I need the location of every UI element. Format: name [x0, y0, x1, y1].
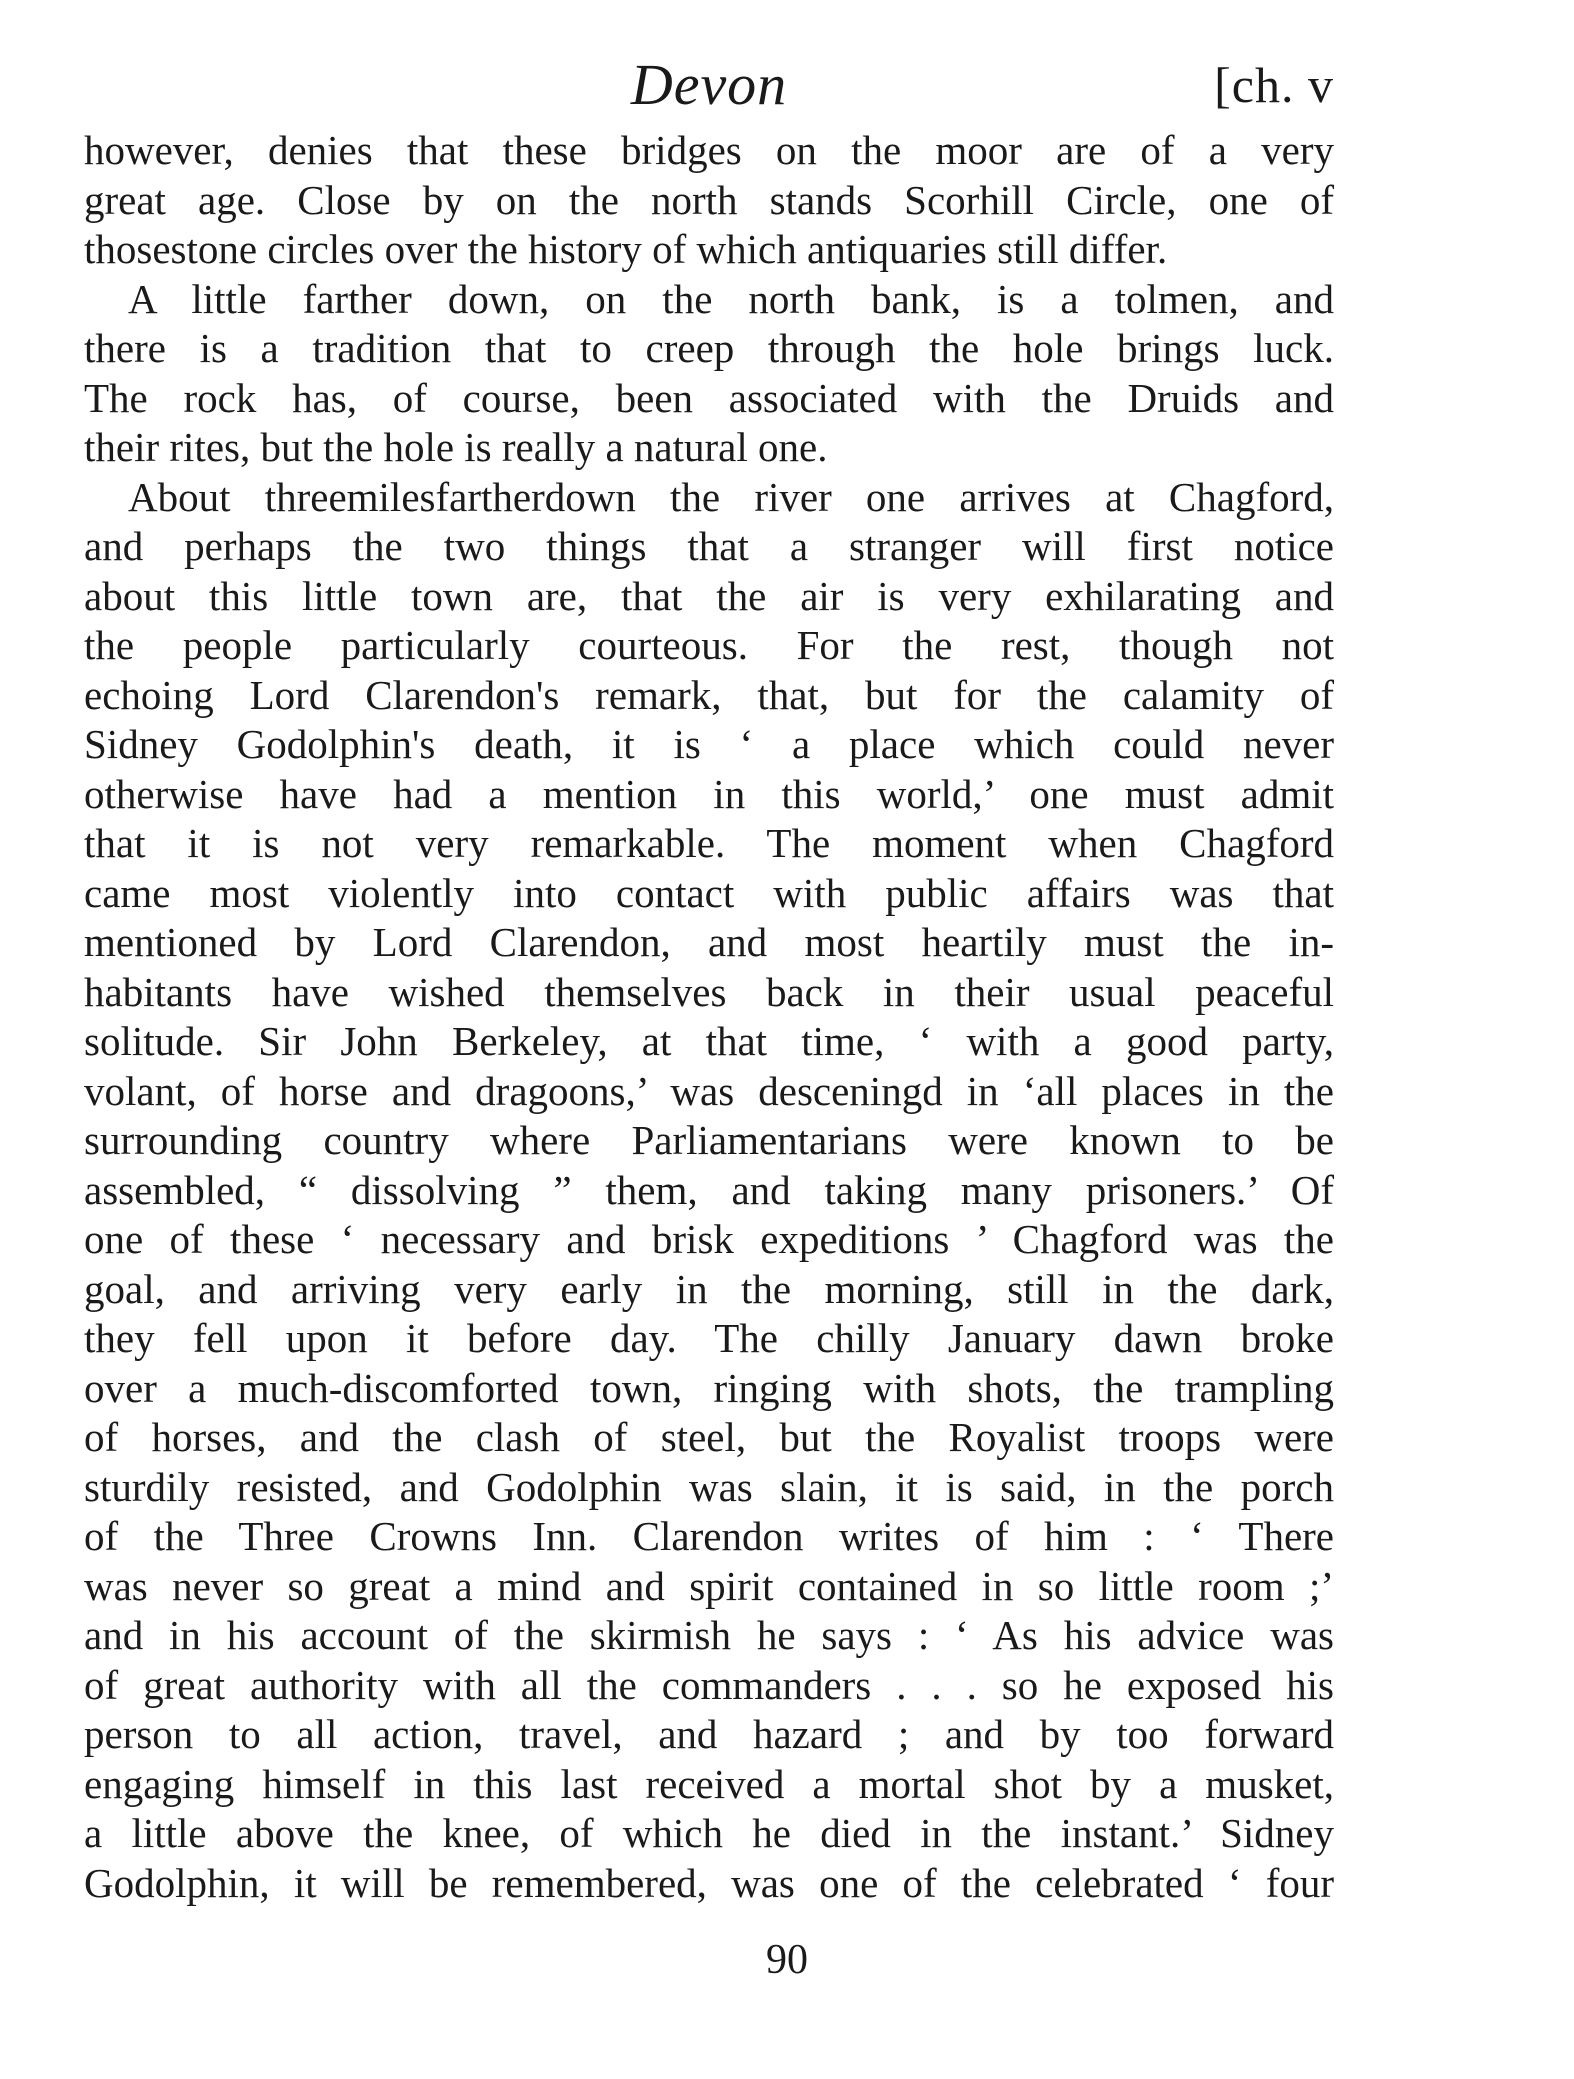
chapter-marker: [ch. v [1214, 57, 1334, 113]
text-line: of great authority with all the commanders . . . so he exposed his [84, 1661, 1334, 1708]
text-line: mentioned by Lord Clarendon, and most heartily must the in- [84, 919, 1334, 965]
paragraph-3 [84, 473, 1334, 1909]
text-line: however, denies that these bridges on the moor are of a very [84, 127, 1334, 173]
text-line: their rites, but the hole is really a natural one. [84, 424, 828, 470]
text-line: great age. Close by on the north stands Scorhill Circle, one of [84, 176, 1334, 223]
text-line: the people particularly courteous. For the rest, though not [84, 622, 1334, 668]
text-line: that it is not very remarkable. The moment when Chagford [84, 820, 1334, 866]
text-line: and in his account of the skirmish he says : ‘ As his advice was [84, 1612, 1334, 1658]
text-line: person to all action, travel, and hazard ; and by too forward [84, 1711, 1334, 1757]
paragraph-2 [84, 275, 1334, 473]
text-line: echoing Lord Clarendon's remark, that, but for the calamity of [84, 671, 1334, 718]
text-line: one of these ‘ necessary and brisk expeditions ’ Chagford was the [84, 1216, 1334, 1262]
text-line: The rock has, of course, been associated with the Druids and [84, 374, 1334, 421]
body-text [84, 126, 1334, 1908]
text-line: over a much-discomforted town, ringing with shots, the trampling [84, 1364, 1334, 1411]
text-line: Godolphin, it will be remembered, was one of the celebrated ‘ four [84, 1859, 1334, 1906]
page-number: 90 [766, 1937, 808, 1983]
text-line: assembled, “ dissolving ” them, and taking many prisoners.’ Of [84, 1166, 1334, 1213]
text-line: there is a tradition that to creep through the hole brings luck. [84, 325, 1334, 371]
text-line: Sidney Godolphin's death, it is ‘ a place which could never [84, 721, 1334, 767]
text-line: was never so great a mind and spirit contained in so little room ;’ [84, 1562, 1334, 1609]
text-line: otherwise have had a mention in this world,’ one must admit [84, 770, 1334, 817]
text-line: surrounding country where Parliamentarians were known to be [84, 1117, 1334, 1163]
text-line: habitants have wished themselves back in their usual peaceful [84, 968, 1334, 1015]
running-title: Devon [630, 52, 788, 117]
text-line: and perhaps the two things that a stranger will first notice [84, 523, 1334, 569]
text-line: volant, of horse and dragoons,’ was desceningd in ‘all places in the [84, 1067, 1334, 1114]
text-line: a little above the knee, of which he died in the instant.’ Sidney [84, 1810, 1334, 1856]
text-line: about this little town are, that the air is very exhilarating and [84, 572, 1334, 619]
text-line: came most violently into contact with public affairs was that [84, 869, 1334, 916]
text-line: About threemilesfartherdown the river one arrives at Chagford, [128, 473, 1334, 520]
text-line: solitude. Sir John Berkeley, at that time, ‘ with a good party, [84, 1018, 1334, 1064]
text-line: sturdily resisted, and Godolphin was slain, it is said, in the porch [84, 1463, 1334, 1510]
text-line: engaging himself in this last received a mortal shot by a musket, [84, 1760, 1334, 1807]
paragraph-1 [84, 126, 1334, 275]
running-head [84, 50, 1334, 120]
text-line: they fell upon it before day. The chilly January dawn broke [84, 1315, 1334, 1361]
text-line: of the Three Crowns Inn. Clarendon writes of him : ‘ There [84, 1513, 1334, 1559]
text-line: of horses, and the clash of steel, but the Royalist troops were [84, 1414, 1334, 1460]
text-line: thosestone circles over the history of which antiquaries still differ. [84, 226, 1168, 272]
text-line: A little farther down, on the north bank, is a tolmen, and [128, 275, 1334, 322]
text-line: goal, and arriving very early in the morning, still in the dark, [84, 1265, 1334, 1312]
